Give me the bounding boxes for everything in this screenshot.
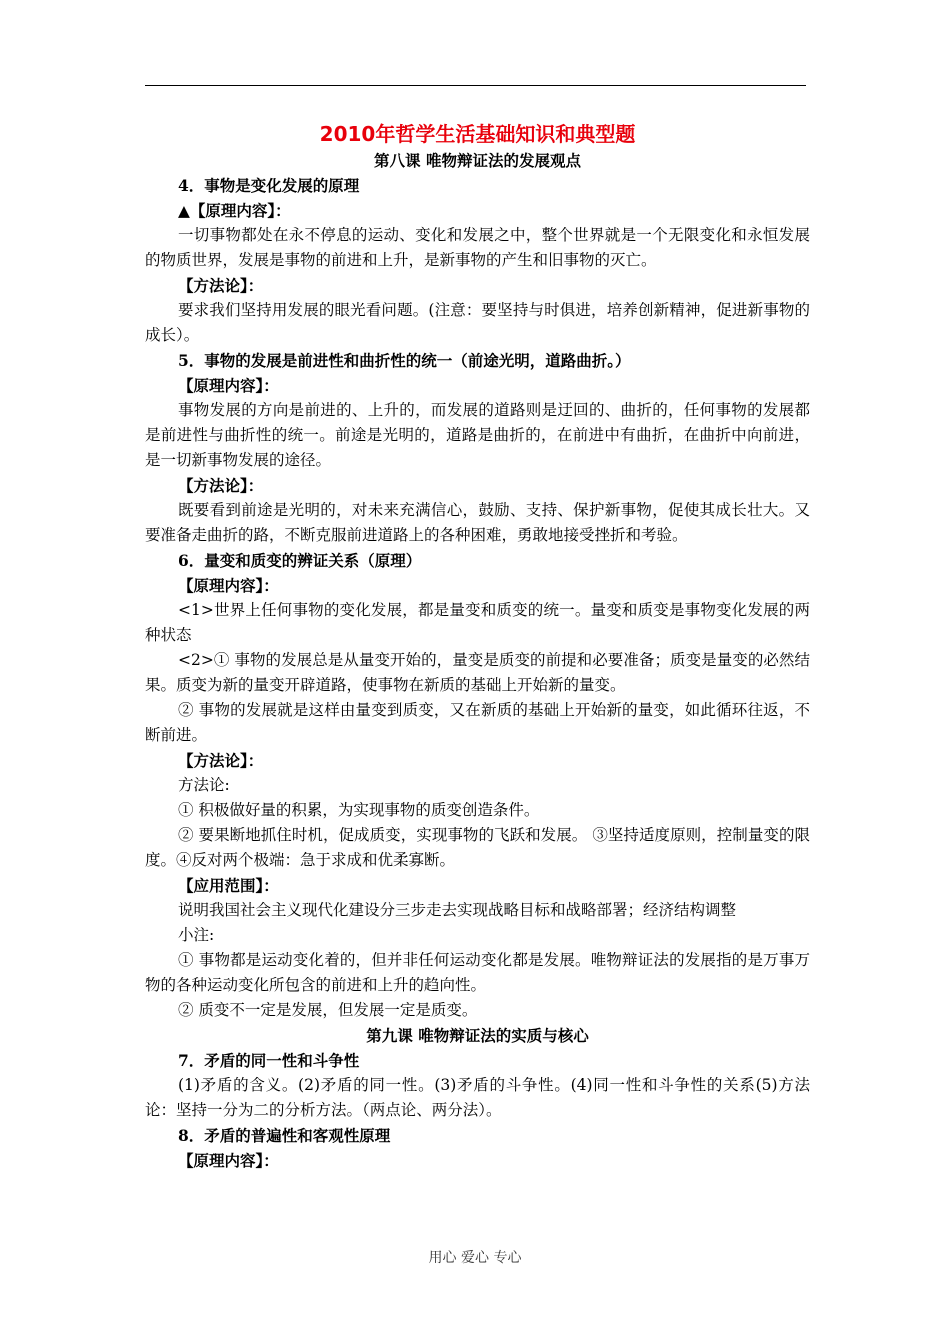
section-6-note-1: ① 事物都是运动变化着的，但并非任何运动变化都是发展。唯物辩证法的发展指的是万事万物的各种运动变化所包含的前进和上升的趋向性。 xyxy=(145,951,810,994)
section-4-principle-text: 一切事物都处在永不停息的运动、变化和发展之中，整个世界就是一个无限变化和永恒发展的物质世界，发展是事物的前进和上升，是新事物的产生和旧事物的灭亡。 xyxy=(145,226,810,269)
section-6-paragraph-1: <1>世界上任何事物的变化发展，都是量变和质变的统一。量变和质变是事物变化发展的两种状态 xyxy=(145,601,810,644)
section-4-principle-label: ▲【原理内容】： xyxy=(178,201,291,220)
section-8-principle-label: 【原理内容】： xyxy=(178,1151,279,1170)
section-5-principle-text: 事物发展的方向是前进的、上升的，而发展的道路则是迂回的、曲折的，任何事物的发展都是前进性与曲折性的统一。前途是光明的，道路是曲折的，在前进中有曲折，在曲折中向前进，是一切新事物发展的途径。 xyxy=(145,401,810,469)
section-6-method-1: ① 积极做好量的积累，为实现事物的质变创造条件。 xyxy=(178,801,540,819)
section-6-paragraph-3: ② 事物的发展就是这样由量变到质变，又在新质的基础上开始新的量变，如此循环往返，不断前进。 xyxy=(145,701,810,744)
section-4-heading: 4．事物是变化发展的原理 xyxy=(178,176,360,195)
section-6-method-label: 【方法论】： xyxy=(178,751,264,770)
section-5-heading: 5．事物的发展是前进性和曲折性的统一（前途光明，道路曲折。） xyxy=(178,351,631,370)
lesson-9-heading: 第九课 唯物辩证法的实质与核心 xyxy=(366,1026,589,1045)
section-5-method-text: 既要看到前途是光明的，对未来充满信心，鼓励、支持、保护新事物，促使其成长壮大。又要准备走曲折的路，不断克服前进道路上的各种困难，勇敢地接受挫折和考验。 xyxy=(145,501,810,544)
section-6-paragraph-2: <2>① 事物的发展总是从量变开始的，量变是质变的前提和必要准备；质变是量变的必然结果。质变为新的量变开辟道路，使事物在新质的基础上开始新的量变。 xyxy=(145,651,810,694)
section-8-heading: 8．矛盾的普遍性和客观性原理 xyxy=(178,1126,391,1145)
lesson-8-heading: 第八课 唯物辩证法的发展观点 xyxy=(374,151,581,170)
header-rule xyxy=(145,85,806,86)
section-6-heading: 6．量变和质变的辨证关系（原理） xyxy=(178,551,422,570)
section-6-method-lead: 方法论: xyxy=(178,776,230,794)
section-6-principle-label: 【原理内容】： xyxy=(178,576,279,595)
document-title: 2010年哲学生活基础知识和典型题 xyxy=(319,122,636,146)
section-4-method-text: 要求我们坚持用发展的眼光看问题。(注意：要坚持与时俱进，培养创新精神，促进新事物的成长）。 xyxy=(145,301,810,344)
page-footer: 用心 爱心 专心 xyxy=(428,1250,522,1266)
section-6-method-2: ② 要果断地抓住时机，促成质变，实现事物的飞跃和发展。 ③坚持适度原则，控制量变的限度。④反对两个极端：急于求成和优柔寡断。 xyxy=(145,826,810,869)
document-body xyxy=(145,120,810,1173)
section-7-heading: 7．矛盾的同一性和斗争性 xyxy=(178,1051,360,1070)
section-5-method-label: 【方法论】： xyxy=(178,476,264,495)
section-4-method-label: 【方法论】： xyxy=(178,276,264,295)
section-6-scope-label: 【应用范围】： xyxy=(178,876,279,895)
section-6-scope-text: 说明我国社会主义现代化建设分三步走去实现战略目标和战略部署；经济结构调整 xyxy=(178,901,737,919)
section-6-note-2: ② 质变不一定是发展，但发展一定是质变。 xyxy=(178,1001,478,1019)
section-5-principle-label: 【原理内容】： xyxy=(178,376,279,395)
section-7-text: (1)矛盾的含义。(2)矛盾的同一性。(3)矛盾的斗争性。(4)同一性和斗争性的关系(5)方法论：坚持一分为二的分析方法。（两点论、两分法）。 xyxy=(145,1076,810,1119)
section-6-note-lead: 小注: xyxy=(178,926,215,944)
